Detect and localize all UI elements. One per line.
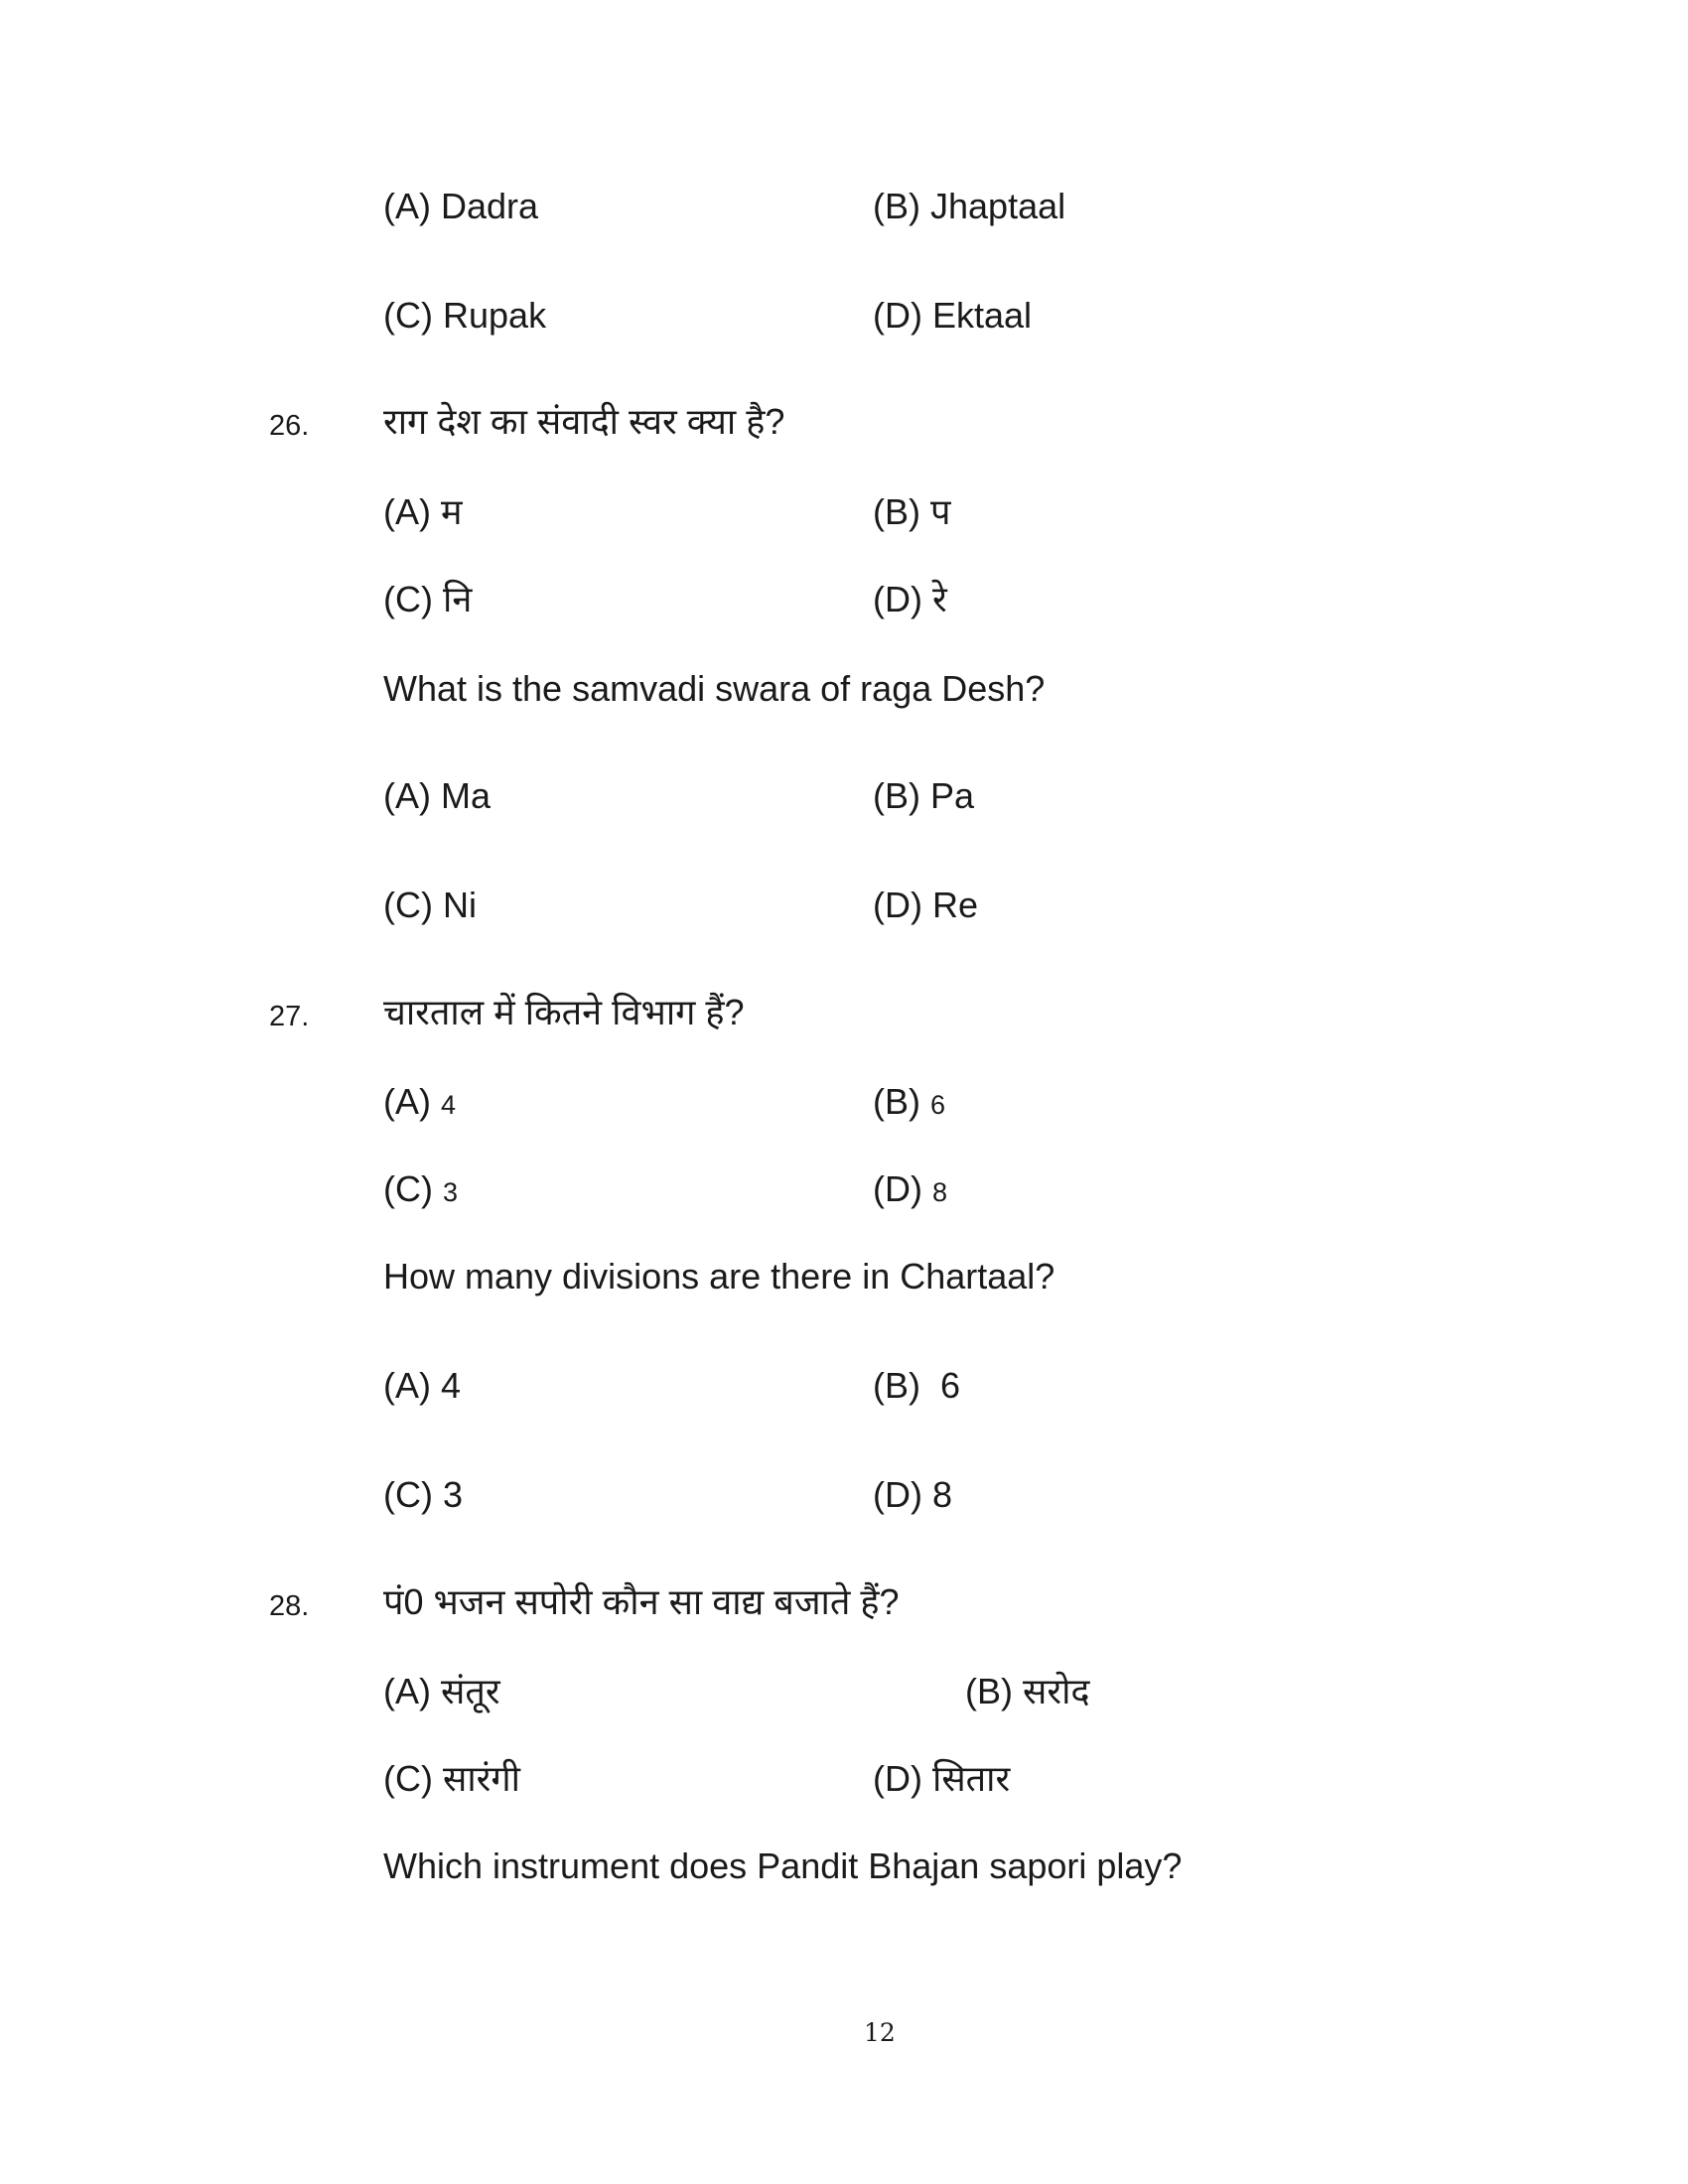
q27-hindi-option-d: (D) 8 [873,1168,948,1209]
q28-question-english: Which instrument does Pandit Bhajan sapori play? [383,1845,1183,1886]
q27-question-hindi: चारताल में कितने विभाग हैं? [383,992,745,1032]
q27-number: 27. [269,1001,310,1032]
q27-hindi-option-b: (B) 6 [873,1081,946,1122]
q28-hindi-option-c: (C) सारंगी [383,1758,520,1799]
q26-question-english: What is the samvadi swara of raga Desh? [383,668,1046,709]
q26-hindi-option-c: (C) नि [383,579,473,619]
q28-hindi-option-a: (A) संतूर [383,1671,500,1711]
q26-hindi-option-b: (B) प [873,491,951,532]
q27-english-option-b: (B) 6 [873,1365,961,1406]
q26-english-option-b: (B) Pa [873,775,975,816]
q25-option-c: (C) Rupak [383,295,547,336]
q25-option-d: (D) Ektaal [873,295,1033,336]
q26-hindi-option-d: (D) रे [873,579,947,619]
q26-english-option-a: (A) Ma [383,775,492,816]
q26-english-option-c: (C) Ni [383,885,477,925]
q26-hindi-option-a: (A) म [383,491,463,532]
q27-hindi-option-c: (C) 3 [383,1168,459,1209]
q27-hindi-option-a: (A) 4 [383,1081,457,1122]
page-number: 12 [864,2018,896,2047]
q28-number: 28. [269,1590,310,1622]
q27-question-english: How many divisions are there in Chartaal? [383,1256,1055,1297]
q26-english-option-d: (D) Re [873,885,979,925]
q28-question-hindi: पं0 भजन सपोरी कौन सा वाद्य बजाते हैं? [383,1581,900,1622]
q27-english-option-c: (C) 3 [383,1474,464,1515]
q25-option-b: (B) Jhaptaal [873,186,1066,226]
q27-english-option-a: (A) 4 [383,1365,462,1406]
q25-option-a: (A) Dadra [383,186,539,226]
q26-question-hindi: राग देश का संवादी स्वर क्या है? [383,401,785,442]
q28-hindi-option-d: (D) सितार [873,1758,1011,1799]
q26-number: 26. [269,410,310,442]
q27-english-option-d: (D) 8 [873,1474,953,1515]
q28-hindi-option-b: (B) सरोद [965,1671,1090,1711]
